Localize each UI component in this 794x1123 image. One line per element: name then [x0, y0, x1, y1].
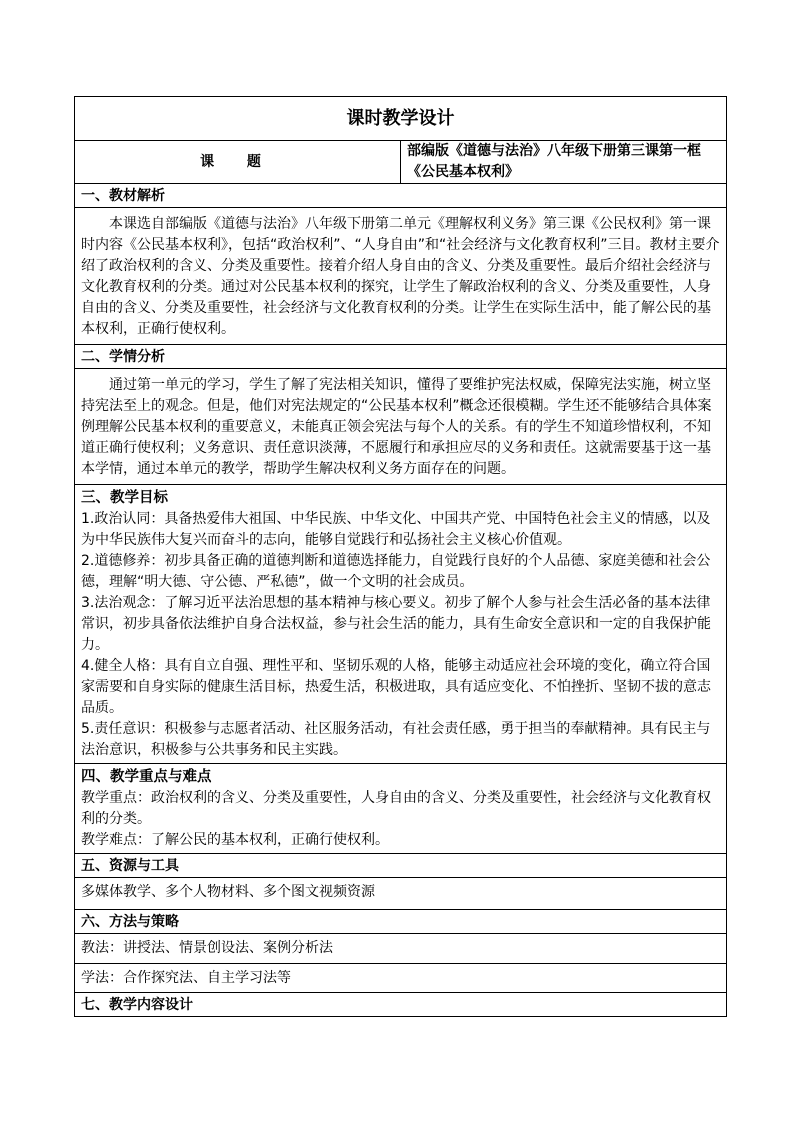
section-2-heading: 二、学情分析 — [75, 345, 727, 369]
section-5-heading: 五、资源与工具 — [75, 854, 727, 878]
section-1-heading-row — [75, 184, 727, 208]
section-2-text: 通过第一单元的学习，学生了解了宪法相关知识，懂得了要维护宪法权威，保障宪法实施，树立坚持宪法至上的观念。但是，他们对宪法规定的“公民基本权利”概念还很模糊。学生还不能够结合具体案例理解公民基本权利的重要意义，未能真正领会宪法与每个人的关系。有的学生不知道珍惜权利，不知道正确行使权利；义务意识、责任意识淡薄，不愿履行和承担应尽的义务和责任。这就需要基于这一基本学情，通过本单元的教学，帮助学生解决权利义务方面存在的问题。 — [81, 377, 712, 477]
section-1-text: 本课选自部编版《道德与法治》八年级下册第二单元《理解权利义务》第三课《公民权利》第一课时内容《公民基本权利》，包括“政治权利”、“人身自由”和“社会经济与文化教育权利”三目。教材主要介绍了政治权利的含义、分类及重要性。接着介绍人身自由的含义、分类及重要性。最后介绍社会经济与文化教育权利的分类。通过对公民基本权利的探究，让学生了解政治权利的含义、分类及重要性，人身自由的含义、分类及重要性，社会经济与文化教育权利的分类。让学生在实际生活中，能了解公民的基本权利，正确行使权利。 — [81, 216, 720, 337]
section-1-heading: 一、教材解析 — [75, 184, 727, 208]
topic-row — [75, 141, 727, 184]
lesson-design-table — [74, 96, 727, 1017]
topic-label: 课 题 — [75, 141, 401, 184]
section-1-body — [75, 208, 727, 345]
teaching-difficulty: 教学难点：了解公民的基本权利，正确行使权利。 — [81, 832, 389, 848]
objective-item: 2.道德修养：初步具备正确的道德判断和道德选择能力，自觉践行良好的个人品德、家庭美德和社会公德，理解“明大德、守公德、严私德”，做一个文明的社会成员。 — [81, 553, 711, 590]
section-1-body-row — [75, 208, 727, 345]
objective-item: 3.法治观念：了解习近平法治思想的基本精神与核心要义。初步了解个人参与社会生活必备的基本法律常识，初步具备依法维护自身合法权益，参与社会生活的能力，具有生命安全意识和一定的自我保护能力。 — [81, 595, 711, 653]
title-row — [75, 97, 727, 141]
section-7-heading: 七、教学内容设计 — [75, 993, 727, 1017]
section-4-row — [75, 764, 727, 854]
section-4-cell — [75, 764, 727, 854]
teaching-methods: 教法：讲授法、情景创设法、案例分析法 — [75, 934, 727, 964]
section-6-heading-row — [75, 910, 727, 934]
objective-item: 5.责任意识：积极参与志愿者活动、社区服务活动，有社会责任感，勇于担当的奉献精神。具有民主与法治意识，积极参与公共事务和民主实践。 — [81, 721, 711, 758]
learning-methods: 学法：合作探究法、自主学习法等 — [75, 964, 727, 993]
section-2-heading-row — [75, 345, 727, 369]
section-4-heading: 四、教学重点与难点 — [81, 769, 212, 785]
document-title: 课时教学设计 — [75, 97, 727, 141]
section-5-heading-row — [75, 854, 727, 878]
section-2-body — [75, 369, 727, 485]
teaching-focus: 教学重点：政治权利的含义、分类及重要性，人身自由的含义、分类及重要性，社会经济与文化教育权利的分类。 — [81, 790, 711, 827]
section-6-learn-row — [75, 964, 727, 993]
section-6-heading: 六、方法与策略 — [75, 910, 727, 934]
section-5-body-row — [75, 878, 727, 910]
section-3-cell — [75, 485, 727, 764]
objective-item: 1.政治认同：具备热爱伟大祖国、中华民族、中华文化、中国共产党、中国特色社会主义的情感，以及为中华民族伟大复兴而奋斗的志向，能够自觉践行和弘扬社会主义核心价值观。 — [81, 511, 711, 548]
section-5-text: 多媒体教学、多个人物材料、多个图文视频资源 — [75, 878, 727, 910]
section-3-row — [75, 485, 727, 764]
section-2-body-row — [75, 369, 727, 485]
section-6-teach-row — [75, 934, 727, 964]
section-3-heading: 三、教学目标 — [81, 490, 168, 506]
topic-value: 部编版《道德与法治》八年级下册第三课第一框《公民基本权利》 — [401, 141, 727, 184]
section-7-heading-row — [75, 993, 727, 1017]
objective-item: 4.健全人格：具有自立自强、理性平和、坚韧乐观的人格，能够主动适应社会环境的变化，确立符合国家需要和自身实际的健康生活目标，热爱生活，积极进取，具有适应变化、不怕挫折、坚韧不拔的意志品质。 — [81, 658, 711, 716]
